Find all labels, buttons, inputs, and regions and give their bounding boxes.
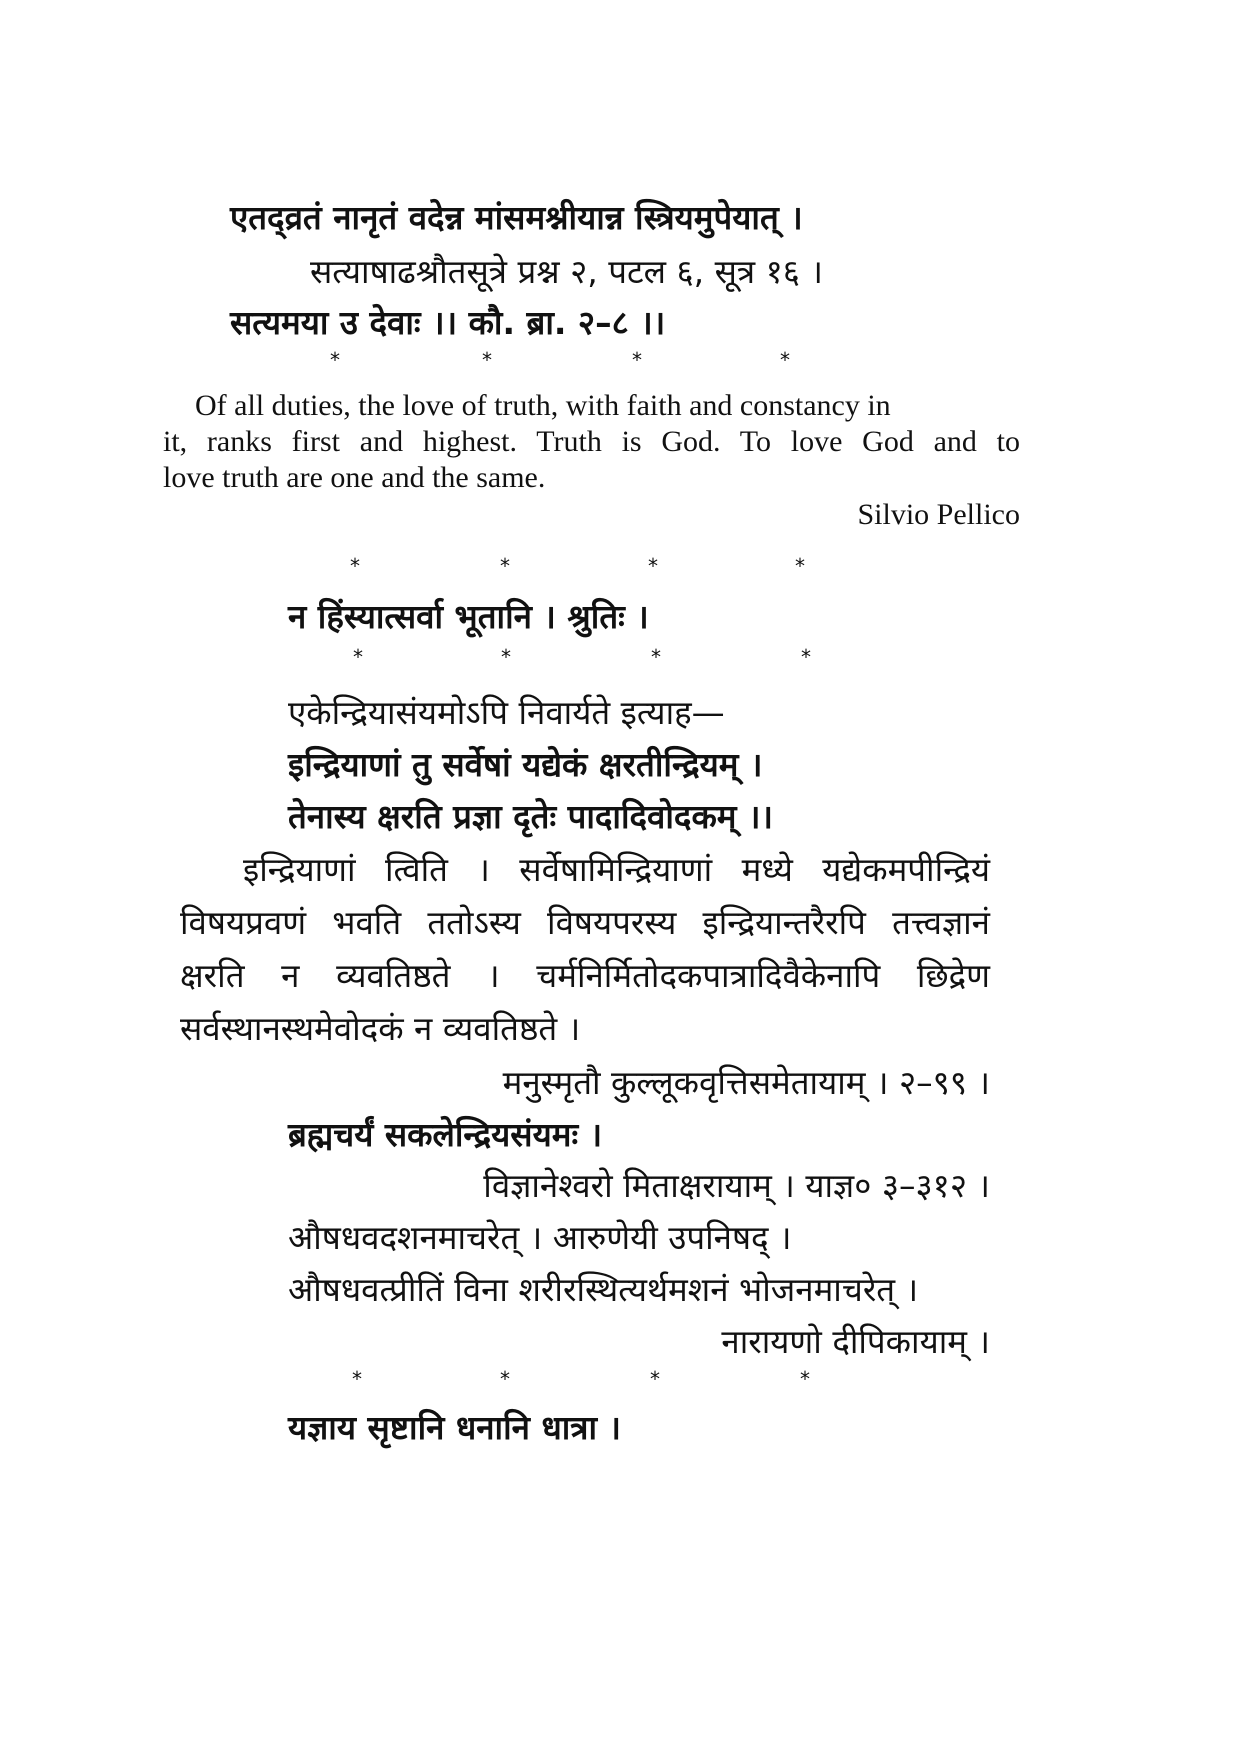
commentary-intro: एकेन्द्रियासंयमोऽपि निवार्यते इत्याह— bbox=[288, 693, 725, 732]
commentary-line: विषयप्रवणं भवति ततोऽस्य विषयपरस्य इन्द्रियान्तरैरपि तत्त्वज्ञानं bbox=[180, 903, 990, 942]
divider-star: * bbox=[350, 554, 360, 578]
divider-star: * bbox=[500, 1367, 510, 1391]
verse-satyashadha: एतद्व्रतं नानृतं वदेन्न मांसमश्नीयान्न स्त्रियमुपेयात् । bbox=[230, 198, 803, 237]
divider-star: * bbox=[482, 348, 492, 372]
section-divider bbox=[352, 1369, 812, 1389]
divider-star: * bbox=[650, 1367, 660, 1391]
divider-star: * bbox=[330, 348, 340, 372]
divider-star: * bbox=[780, 348, 790, 372]
divider-star: * bbox=[800, 1367, 810, 1391]
section-divider bbox=[330, 350, 800, 370]
commentary-line: सर्वस्थानस्थमेवोदकं न व्यवतिष्ठते । bbox=[180, 1009, 581, 1048]
source-mitakshara: विज्ञानेश्वरो मिताक्षरायाम् । याज्ञ० ३–३१२ । bbox=[483, 1166, 990, 1205]
divider-star: * bbox=[795, 554, 805, 578]
source-manusmriti: मनुस्मृतौ कुल्लूकवृत्तिसमेतायाम् । २–९९ । bbox=[502, 1063, 990, 1102]
verse-brahmacharya: ब्रह्मचर्यं सकलेन्द्रियसंयमः । bbox=[288, 1115, 603, 1154]
divider-star: * bbox=[651, 645, 661, 669]
quote-line: love truth are one and the same. bbox=[163, 461, 546, 494]
verse-manu-line-1: इन्द्रियाणां तु सर्वेषां यद्येकं क्षरतीन्द्रियम् । bbox=[288, 745, 763, 784]
verse-manu-line-2: तेनास्य क्षरति प्रज्ञा दृतेः पादादिवोदकम् ।। bbox=[288, 797, 774, 836]
verse-shruti: न हिंस्यात्सर्वा भूतानि । श्रुतिः । bbox=[288, 597, 649, 636]
verse-yajnaya: यज्ञाय सृष्टानि धनानि धात्रा । bbox=[288, 1408, 622, 1447]
verse-aruneyi: औषधवदशनमाचरेत् । आरुणेयी उपनिषद् । bbox=[288, 1218, 792, 1257]
quote-author: Silvio Pellico bbox=[857, 498, 1020, 531]
commentary-line: इन्द्रियाणां त्विति । सर्वेषामिन्द्रियाणां मध्ये यद्येकमपीन्द्रियं bbox=[243, 850, 990, 889]
divider-star: * bbox=[648, 554, 658, 578]
source-satyashadha-shrautasutra: सत्याषाढश्रौतसूत्रे प्रश्न २, पटल ६, सूत्र १६ । bbox=[310, 252, 823, 291]
divider-star: * bbox=[501, 645, 511, 669]
divider-star: * bbox=[801, 645, 811, 669]
verse-aushadhavat: औषधवत्प्रीतिं विना शरीरस्थित्यर्थमशनं भोजनमाचरेत् । bbox=[288, 1270, 919, 1309]
divider-star: * bbox=[353, 645, 363, 669]
commentary-line: क्षरति न व्यवतिष्ठते । चर्मनिर्मितोदकपात्रादिवैकेनापि छिद्रेण bbox=[180, 956, 990, 995]
quote-line: it, ranks first and highest. Truth is God. To love God and to bbox=[163, 425, 1020, 458]
divider-star: * bbox=[500, 554, 510, 578]
divider-star: * bbox=[352, 1367, 362, 1391]
divider-star: * bbox=[632, 348, 642, 372]
quote-line: Of all duties, the love of truth, with faith and constancy in bbox=[195, 389, 891, 422]
section-divider bbox=[353, 647, 813, 667]
verse-kaushitaki: सत्यमया उ देवाः ।। कौ. ब्रा. २–८ ।। bbox=[230, 303, 666, 342]
source-dipika: नारायणो दीपिकायाम् । bbox=[721, 1322, 990, 1361]
section-divider bbox=[350, 556, 810, 576]
